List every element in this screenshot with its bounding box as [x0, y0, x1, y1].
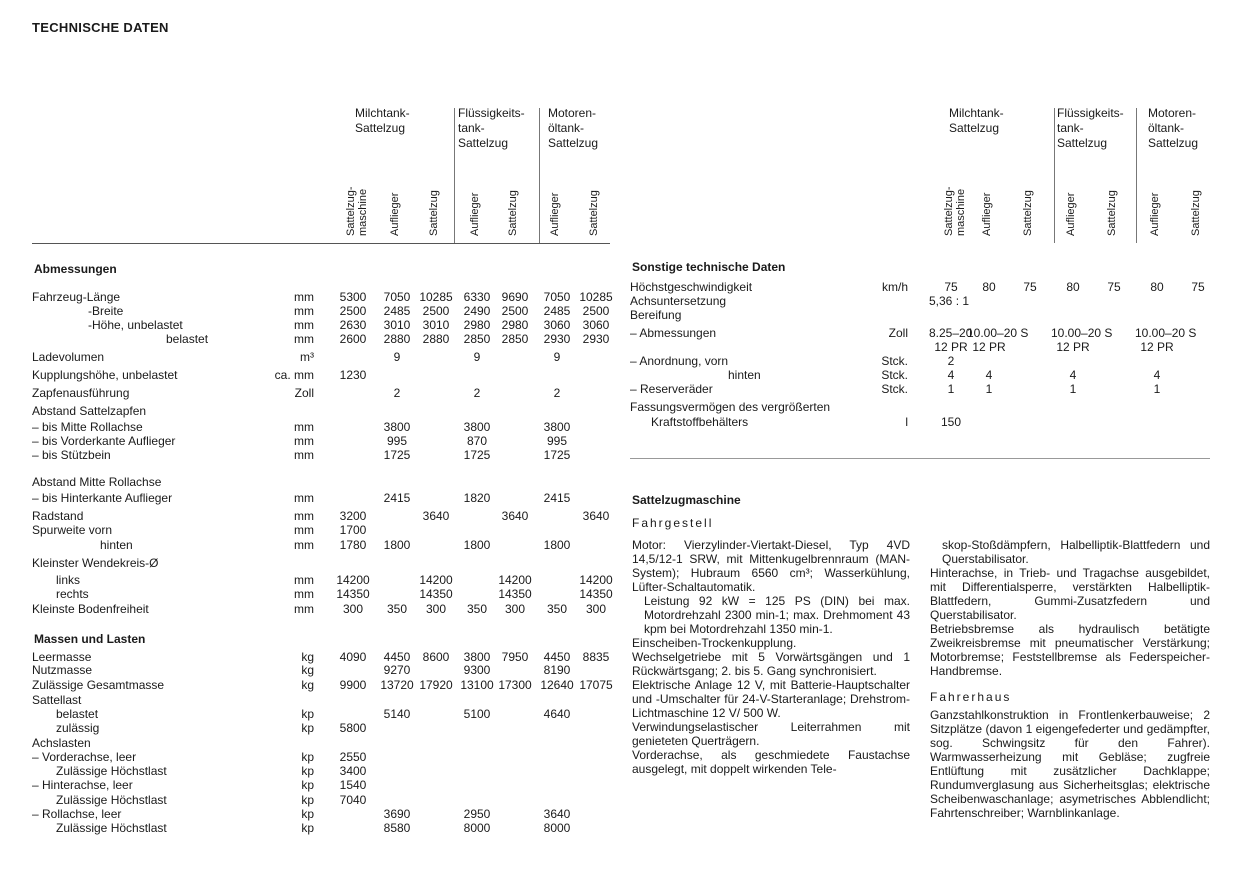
row-value: 80 [982, 280, 996, 294]
row-value: 1 [985, 382, 993, 396]
row-value: 3200 [339, 509, 367, 523]
row-label: Ladevolumen [32, 350, 105, 364]
row-value: 1800 [383, 538, 411, 552]
row-label: Radstand [32, 509, 84, 523]
row-label: hinten [728, 368, 761, 382]
row-unit: kp [301, 707, 314, 721]
row-value: 1230 [339, 368, 367, 382]
left-group-header-3: Motoren- öltank- Sattelzug [548, 106, 599, 150]
row-value: 5100 [463, 707, 491, 721]
row-value: 870 [466, 434, 488, 448]
row-label: Achslasten [32, 736, 91, 750]
row-label: Leermasse [32, 650, 92, 664]
row-value: 2630 [339, 318, 367, 332]
right-column-header-7: Sattelzug [1190, 190, 1202, 236]
row-unit: mm [294, 509, 314, 523]
left-group-header-2: Flüssigkeits- tank- Sattelzug [458, 106, 525, 150]
right-group-header-1: Milchtank- Sattelzug [949, 106, 1004, 135]
row-label: Zulässige Höchstlast [56, 764, 167, 778]
left-table-row [0, 491, 1250, 505]
row-value: 5300 [339, 290, 367, 304]
row-value: 8580 [383, 821, 411, 835]
row-label: Fassungsvermögen des vergrößerten [630, 400, 831, 414]
row-value: 75 [1023, 280, 1037, 294]
row-value: 2600 [339, 332, 367, 346]
row-value: 2850 [463, 332, 491, 346]
row-value: 1725 [383, 448, 411, 462]
row-value: 2930 [543, 332, 571, 346]
row-value: 995 [546, 434, 568, 448]
row-value: 4450 [383, 650, 411, 664]
row-label: Spurweite vorn [32, 523, 113, 537]
row-label: – Hinterachse, leer [32, 778, 133, 792]
right-group-header-3: Motoren- öltank- Sattelzug [1148, 106, 1199, 150]
left-table-row [0, 475, 1250, 489]
row-value: 14200 [419, 573, 453, 587]
row-value: 8835 [582, 650, 610, 664]
row-value: 3010 [422, 318, 450, 332]
row-value: 300 [425, 602, 447, 616]
row-value: 13100 [460, 678, 494, 692]
row-label: Zulässige Höchstlast [56, 793, 167, 807]
row-value: 1 [947, 382, 955, 396]
row-unit: mm [294, 304, 314, 318]
row-unit: kp [301, 807, 314, 821]
row-value: 3690 [383, 807, 411, 821]
row-value: 350 [386, 602, 408, 616]
row-value: 2980 [463, 318, 491, 332]
section-massen-und-lasten: Massen und Lasten [34, 632, 146, 646]
row-value: 1820 [463, 491, 491, 505]
row-unit: mm [294, 491, 314, 505]
row-value: 2 [553, 386, 561, 400]
left-column-header-2: Auflieger [389, 192, 401, 236]
row-value: 7050 [543, 290, 571, 304]
row-label: links [56, 573, 81, 587]
row-label: belastet [166, 332, 209, 346]
row-value: 4450 [543, 650, 571, 664]
right-table-row [0, 400, 1250, 414]
row-unit: km/h [881, 280, 908, 294]
row-value: 12 PR [934, 340, 968, 354]
row-label: Zapfenausführung [32, 386, 130, 400]
row-value: 1800 [543, 538, 571, 552]
row-value: 1780 [339, 538, 367, 552]
rahmen-paragraph: Verwindungselastischer Leiterrahmen mit genieteten Querträgern. [632, 720, 910, 748]
row-value: 4 [1069, 368, 1077, 382]
left-column-header-7: Sattelzug [588, 190, 600, 236]
row-unit: kp [301, 778, 314, 792]
row-value: 75 [1191, 280, 1205, 294]
row-value: 2880 [422, 332, 450, 346]
row-value: 5800 [339, 721, 367, 735]
elektrik-paragraph: Elektrische Anlage 12 V, mit Batterie-Hauptschalter und -Umschalter für 24-V-Starteranlage; Drehstrom-Lichtmaschine 12 V/ 500 W. [632, 678, 910, 720]
row-unit: kp [301, 764, 314, 778]
right-group-divider [1054, 108, 1055, 243]
row-value: 2485 [383, 304, 411, 318]
row-value: 3640 [501, 509, 529, 523]
row-value: 12640 [540, 678, 574, 692]
right-column-header-6: Auflieger [1149, 192, 1161, 236]
row-value: 9690 [501, 290, 529, 304]
row-unit: kp [301, 793, 314, 807]
row-value: 1800 [463, 538, 491, 552]
sattelzug-column-1 [632, 538, 910, 776]
row-unit: Stck. [881, 368, 908, 382]
right-column-header-5: Sattelzug [1106, 190, 1118, 236]
row-value: 4090 [339, 650, 367, 664]
row-label: – Rollachse, leer [32, 807, 122, 821]
right-column-header-4: Auflieger [1065, 192, 1077, 236]
hinterachse-paragraph: Hinterachse, in Trieb- und Tragachse ausgebildet, mit Differentialsperre, verstärkten Halbelliptik-Blattfedern, Gummi-Zusatzfedern und Querstabilisator. [930, 566, 1210, 622]
row-label: Kraftstoffbehälters [651, 415, 749, 429]
row-value: 1700 [339, 523, 367, 537]
row-value: 2500 [582, 304, 610, 318]
row-label: Höchstgeschwindigkeit [630, 280, 753, 294]
row-value: 8.25–20 [929, 326, 973, 340]
row-value: 5140 [383, 707, 411, 721]
row-value: 4 [1153, 368, 1161, 382]
row-value: 10285 [419, 290, 453, 304]
row-unit: mm [294, 434, 314, 448]
row-label: – Reserveräder [630, 382, 713, 396]
row-label: -Höhe, unbelastet [88, 318, 183, 332]
left-table-row [0, 678, 1250, 692]
row-label: Achsuntersetzung [630, 294, 727, 308]
row-value: 3640 [543, 807, 571, 821]
row-unit: Zoll [294, 386, 314, 400]
row-value: 12 PR [1056, 340, 1090, 354]
row-value: 14200 [336, 573, 370, 587]
row-value: 9270 [383, 663, 411, 677]
motor-paragraph: Motor: Vierzylinder-Viertakt-Diesel, Typ 4VD 14,5/12-1 SRW, mit Mittenkugelbrennraum (MAN-System); Hubraum 6560 cm³; Wasserkühlung, Lüfter-Schaltautomatik. [632, 538, 910, 594]
row-value: 2490 [463, 304, 491, 318]
row-unit: mm [294, 318, 314, 332]
row-value: 8600 [422, 650, 450, 664]
row-value: 9 [553, 350, 561, 364]
row-value: 9300 [463, 663, 491, 677]
row-unit: mm [294, 538, 314, 552]
row-unit: mm [294, 573, 314, 587]
row-value: 3640 [422, 509, 450, 523]
right-table-row [0, 280, 1250, 294]
row-value: 2 [947, 354, 955, 368]
left-table-row [0, 448, 1250, 462]
row-value: 350 [466, 602, 488, 616]
left-table-row [0, 523, 1250, 537]
right-group-header-2: Flüssigkeits- tank- Sattelzug [1057, 106, 1124, 150]
row-value: 350 [546, 602, 568, 616]
left-table-row [0, 509, 1250, 523]
row-label: Sattellast [32, 693, 82, 707]
row-label: – bis Hinterkante Auflieger [32, 491, 173, 505]
left-column-header-4: Auflieger [469, 192, 481, 236]
row-value: 4640 [543, 707, 571, 721]
row-value: 4 [947, 368, 955, 382]
row-value: 14350 [336, 587, 370, 601]
row-value: 75 [1107, 280, 1121, 294]
right-table-row [0, 294, 1250, 308]
row-value: 2950 [463, 807, 491, 821]
row-label: Abstand Mitte Rollachse [32, 475, 162, 489]
row-value: 10285 [579, 290, 613, 304]
row-value: 2550 [339, 750, 367, 764]
row-label: Kleinste Bodenfreiheit [32, 602, 149, 616]
row-unit: m³ [300, 350, 314, 364]
row-value: 1540 [339, 778, 367, 792]
row-value: 2415 [543, 491, 571, 505]
row-unit: mm [294, 587, 314, 601]
row-value: 6330 [463, 290, 491, 304]
row-value: 9 [393, 350, 401, 364]
row-value: 8000 [543, 821, 571, 835]
row-unit: kp [301, 750, 314, 764]
row-label: rechts [56, 587, 89, 601]
row-label: zulässig [56, 721, 100, 735]
row-unit: mm [294, 290, 314, 304]
row-value: 1 [1069, 382, 1077, 396]
row-value: 9 [473, 350, 481, 364]
row-value: 10.00–20 S [1051, 326, 1113, 340]
row-value: 2850 [501, 332, 529, 346]
row-label: Kupplungshöhe, unbelastet [32, 368, 178, 382]
row-label: hinten [100, 538, 133, 552]
fahrerhaus-heading: Fahrerhaus [930, 690, 1012, 704]
row-label: -Breite [88, 304, 124, 318]
right-column-header-1: Sattelzug- maschine [943, 186, 967, 236]
getriebe-paragraph: Wechselgetriebe mit 5 Vorwärtsgängen und 1 Rückwärtsgang; 2. bis 5. Gang synchronisiert. [632, 650, 910, 678]
row-value: 150 [940, 415, 962, 429]
row-value: 2415 [383, 491, 411, 505]
row-unit: mm [294, 448, 314, 462]
row-label: Abstand Sattelzapfen [32, 404, 147, 418]
vorderachse-paragraph: Vorderachse, als geschmiedete Faustachse ausgelegt, mit doppelt wirkenden Tele- [632, 748, 910, 776]
row-label: – bis Stützbein [32, 448, 111, 462]
row-value: 300 [504, 602, 526, 616]
row-unit: ca. mm [274, 368, 314, 382]
row-label: belastet [56, 707, 99, 721]
row-value: 10.00–20 S [967, 326, 1029, 340]
row-value: 75 [944, 280, 958, 294]
left-header-rule [32, 243, 610, 244]
row-unit: Stck. [881, 382, 908, 396]
left-column-header-3: Sattelzug [428, 190, 440, 236]
row-unit: Stck. [881, 354, 908, 368]
stossdaempfer-paragraph: skop-Stoßdämpfern, Halbelliptik-Blattfedern und Querstabilisator. [942, 538, 1210, 566]
row-label: Kleinster Wendekreis-Ø [32, 556, 159, 570]
row-label: Nutzmasse [32, 663, 93, 677]
row-value: 2930 [582, 332, 610, 346]
right-column-header-3: Sattelzug [1022, 190, 1034, 236]
row-label: – Anordnung, vorn [630, 354, 729, 368]
kupplung-paragraph: Einscheiben-Trockenkupplung. [632, 636, 797, 650]
row-value: 3010 [383, 318, 411, 332]
row-value: 14350 [419, 587, 453, 601]
right-group-divider [1136, 108, 1137, 243]
right-table-row [0, 326, 1250, 340]
row-label: – bis Mitte Rollachse [32, 420, 143, 434]
fahrerhaus-paragraph: Ganzstahlkonstruktion in Frontlenkerbauweise; 2 Sitzplätze (davon 1 eigengefederter und gedämpfter, sog. Schwingsitz für den Fahrer). Warmwasserheizung mit Gebläse; zugfreie Entlüftung mit zusätzlicher Dachklappe; Rundumverglasung aus Sicherheitsglas; elektrische Scheibenwaschanlage; asymetrisches Abblendlicht; Fahrtenschreiber; Warnblinkanlage. [930, 708, 1210, 820]
left-table-row [0, 434, 1250, 448]
row-value: 17300 [498, 678, 532, 692]
sattelzug-column-2 [930, 538, 1210, 678]
row-unit: kg [301, 678, 314, 692]
section-abmessungen: Abmessungen [34, 262, 117, 276]
row-unit: kg [301, 663, 314, 677]
row-unit: mm [294, 602, 314, 616]
row-unit: mm [294, 332, 314, 346]
row-unit: mm [294, 420, 314, 434]
row-value: 7040 [339, 793, 367, 807]
row-value: 3800 [463, 650, 491, 664]
row-value: 17075 [579, 678, 613, 692]
left-column-header-6: Auflieger [549, 192, 561, 236]
right-column-header-2: Auflieger [981, 192, 993, 236]
row-value: 14350 [579, 587, 613, 601]
row-value: 7050 [383, 290, 411, 304]
row-value: 14200 [579, 573, 613, 587]
sattelzug-title: Sattelzugmaschine [632, 493, 741, 507]
left-table-row [0, 821, 1250, 835]
leistung-paragraph: Leistung 92 kW = 125 PS (DIN) bei max. Motordrehzahl 2300 min-1; max. Drehmoment 43 kpm bei Motordrehzahl 1350 min-1. [644, 594, 910, 636]
row-label: – Abmessungen [630, 326, 717, 340]
row-unit: l [905, 415, 908, 429]
row-unit: kp [301, 721, 314, 735]
section-sonstige-daten: Sonstige technische Daten [632, 260, 786, 274]
row-value: 3800 [463, 420, 491, 434]
row-value: 5,36 : 1 [929, 294, 970, 308]
row-value: 300 [585, 602, 607, 616]
row-value: 2500 [422, 304, 450, 318]
row-value: 3060 [582, 318, 610, 332]
row-value: 13720 [380, 678, 414, 692]
row-value: 14350 [498, 587, 532, 601]
row-value: 3060 [543, 318, 571, 332]
row-value: 2980 [501, 318, 529, 332]
row-value: 4 [985, 368, 993, 382]
fahrgestell-heading: Fahrgestell [632, 516, 714, 530]
row-value: 80 [1066, 280, 1080, 294]
row-value: 9900 [339, 678, 367, 692]
right-table-row [0, 415, 1250, 429]
row-unit: mm [294, 523, 314, 537]
row-value: 14200 [498, 573, 532, 587]
row-value: 1725 [463, 448, 491, 462]
row-value: 2500 [339, 304, 367, 318]
row-value: 2485 [543, 304, 571, 318]
row-value: 12 PR [972, 340, 1006, 354]
row-unit: kg [301, 650, 314, 664]
row-value: 2880 [383, 332, 411, 346]
row-value: 1725 [543, 448, 571, 462]
row-value: 80 [1150, 280, 1164, 294]
row-value: 3400 [339, 764, 367, 778]
row-value: 300 [342, 602, 364, 616]
row-label: – Vorderachse, leer [32, 750, 137, 764]
row-value: 1 [1153, 382, 1161, 396]
row-value: 3800 [543, 420, 571, 434]
right-table-row [0, 354, 1250, 368]
row-unit: kp [301, 821, 314, 835]
row-value: 3640 [582, 509, 610, 523]
row-label: Fahrzeug-Länge [32, 290, 121, 304]
row-value: 995 [386, 434, 408, 448]
row-label: Zulässige Gesamtmasse [32, 678, 165, 692]
left-column-header-1: Sattelzug- maschine [345, 186, 369, 236]
right-table-row [0, 308, 1250, 322]
row-value: 8000 [463, 821, 491, 835]
left-group-divider [454, 108, 455, 243]
right-table-row [0, 340, 1250, 354]
row-value: 3800 [383, 420, 411, 434]
row-value: 2 [473, 386, 481, 400]
page-title: TECHNISCHE DATEN [32, 20, 169, 35]
row-value: 12 PR [1140, 340, 1174, 354]
row-label: Bereifung [630, 308, 682, 322]
right-section-rule [630, 458, 1210, 459]
row-value: 2500 [501, 304, 529, 318]
row-value: 2 [393, 386, 401, 400]
row-label: Zulässige Höchstlast [56, 821, 167, 835]
left-group-divider [539, 108, 540, 243]
left-table-row [0, 693, 1250, 707]
row-label: – bis Vorderkante Auflieger [32, 434, 176, 448]
right-table-row [0, 382, 1250, 396]
row-value: 17920 [419, 678, 453, 692]
bremse-paragraph: Betriebsbremse als hydraulisch betätigte Zweikreisbremse mit pneumatischer Verstärkung; Motorbremse; Feststellbremse als Federspeicher-Handbremse. [930, 622, 1210, 678]
row-value: 10.00–20 S [1135, 326, 1197, 340]
left-column-header-5: Sattelzug [507, 190, 519, 236]
right-table-row [0, 368, 1250, 382]
left-group-header-1: Milchtank- Sattelzug [355, 106, 410, 135]
row-unit: Zoll [888, 326, 908, 340]
row-value: 8190 [543, 663, 571, 677]
row-value: 7950 [501, 650, 529, 664]
